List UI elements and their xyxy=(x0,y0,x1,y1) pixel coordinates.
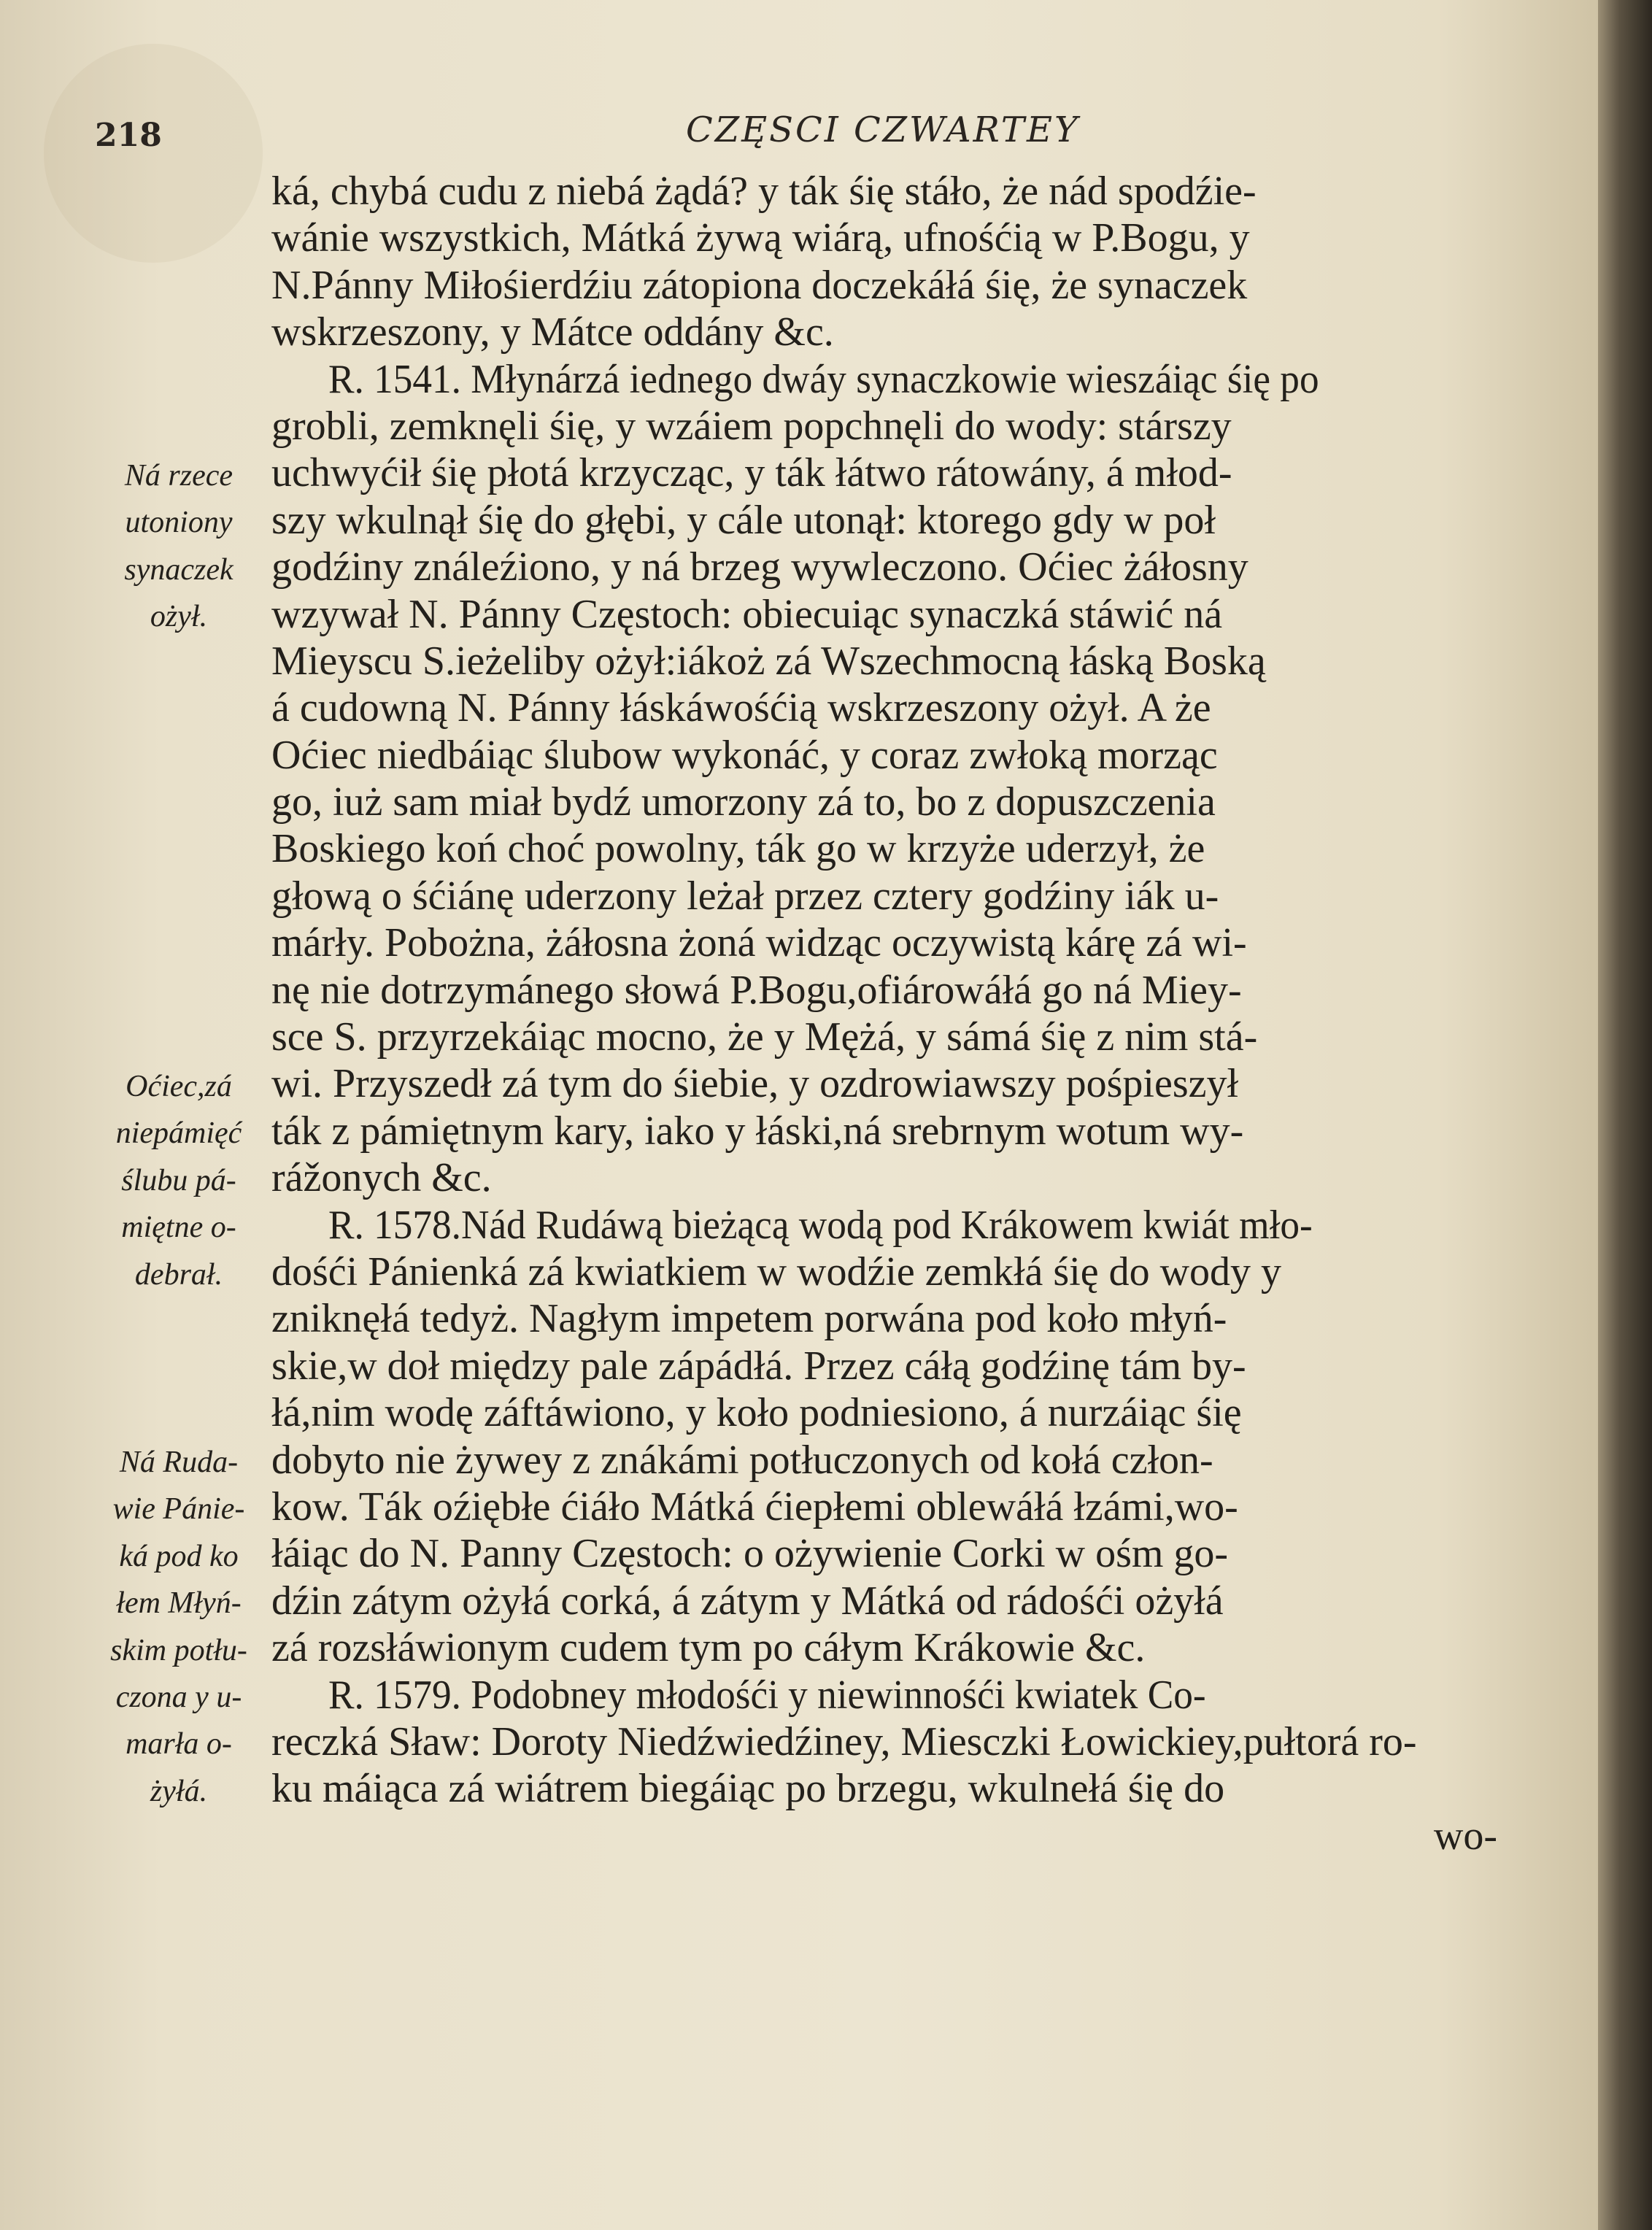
margin-note-line: ożył. xyxy=(150,600,208,634)
text-line: uchwyćił śię płotá krzycząc, y ták łátwo rátowány, á młod- xyxy=(271,450,1232,496)
text-line: Boskiego koń choć powolny, ták go w krzyże uderzył, że xyxy=(271,826,1205,872)
text-line: łáiąc do N. Panny Częstoch: o ożywienie Corki w ośm go- xyxy=(271,1531,1229,1577)
text-line: sce S. przyrzekáiąc mocno, że y Mężá, y sámá śię z nim stá- xyxy=(271,1014,1258,1060)
text-line: szy wkulnął śię do głębi, y cále utonął: ktorego gdy w poł xyxy=(271,497,1216,543)
margin-note-line: marła o- xyxy=(126,1727,232,1762)
paragraph-start-1541: R. 1541. Młynárzá iednego dwáy synaczkowie wieszáiąc śię po xyxy=(328,356,1319,402)
text-line: ká, chybá cudu z niebá żądá? y ták śię stáło, że nád spodźie- xyxy=(271,169,1257,214)
text-line: dośći Pánienká zá kwiatkiem w wodźie zemkłá śię do wody y xyxy=(271,1249,1282,1295)
paragraph-start-1579: R. 1579. Podobney młodośći y niewinnośći kwiatek Co- xyxy=(328,1672,1206,1718)
page-number: 218 xyxy=(95,117,162,154)
text-line: zniknęłá tedyż. Nagłym impetem porwána pod koło młyń- xyxy=(271,1296,1227,1342)
text-line: wskrzeszony, y Mátce oddány &c. xyxy=(271,309,834,355)
text-line: zá rozsłáwionym cudem tym po cáłym Krákowie &c. xyxy=(271,1625,1146,1671)
margin-note-line: utoniony xyxy=(125,506,233,540)
text-line: dźin zátym ożyłá corká, á zátym y Mátká od rádośći ożyłá xyxy=(271,1578,1224,1624)
text-line: skie,w doł między pale zápádłá. Przez cáłą godźinę tám by- xyxy=(271,1343,1246,1389)
margin-note-line: Ná Ruda- xyxy=(119,1446,239,1479)
text-line: márły. Pobożna, żáłosna żoná widząc oczywistą kárę zá wi- xyxy=(271,920,1247,966)
margin-note-line: synaczek xyxy=(124,552,233,587)
text-line: reczká Sław: Doroty Niedźwiedźiney, Miesczki Łowickiey,pułtorá ro- xyxy=(271,1718,1417,1764)
margin-note-line: ślubu pá- xyxy=(121,1163,236,1197)
margin-note-line: łem Młyń- xyxy=(116,1586,242,1621)
text-line: nę nie dotrzymánego słowá P.Bogu,ofiárowáłá go ná Miey- xyxy=(271,967,1242,1013)
margin-note-drowned-son xyxy=(88,452,270,641)
text-line: rážonych &c. xyxy=(271,1155,492,1201)
text-line: Mieyscu S.ieżeliby ożył:iákoż zá Wszechmocną łáską Boską xyxy=(271,638,1266,684)
text-line: N.Pánny Miłośierdźiu zátopiona doczekáłá śię, że synaczek xyxy=(271,262,1248,308)
margin-note-line: debrał. xyxy=(134,1257,223,1292)
text-line: ku máiąca zá wiátrem biegáiąc po brzegu, wkulnełá śię do xyxy=(271,1766,1225,1812)
text-line: łá,nim wodę záftáwiono, y koło podniesiono, á nurzáiąc śię xyxy=(271,1390,1242,1436)
text-line: kow. Ták oźiębłe ćiáło Mátká ćiepłemi oblewáłá łzámi,wo- xyxy=(271,1484,1238,1529)
text-line: go, iuż sam miał bydź umorzony zá to, bo z dopuszczenia xyxy=(271,779,1216,825)
text-line: Oćiec niedbáiąc ślubow wykonáć, y coraz zwłoką morząc xyxy=(271,732,1218,778)
margin-note-line: czona y u- xyxy=(115,1680,242,1714)
margin-note-line: ká pod ko xyxy=(119,1539,239,1573)
main-text-block xyxy=(271,168,1497,1859)
text-line: dobyto nie żywey z znákámi potłuczonych od kołá człon- xyxy=(271,1437,1213,1483)
margin-note-line: Ná rzece xyxy=(124,459,233,493)
margin-note-line: miętne o- xyxy=(121,1211,236,1245)
text-line: wi. Przyszedł zá tym do śiebie, y ozdrowiawszy pośpieszył xyxy=(271,1061,1239,1107)
margin-note-line: Oćiec,zá xyxy=(126,1070,232,1103)
running-head: CZĘSCI CZWARTEY xyxy=(686,109,1080,150)
text-line: ták z pámiętnym kary, iako y łáski,ná srebrnym wotum wy- xyxy=(271,1108,1244,1154)
margin-note-rudawa-maiden xyxy=(88,1439,270,1815)
book-spine-edge xyxy=(1598,0,1652,2230)
text-line: godźiny ználeźiono, y ná brzeg wywleczono. Oćiec żáłosny xyxy=(271,544,1248,590)
text-line: á cudowną N. Pánny łáskáwośćią wskrzeszony ożył. A że xyxy=(271,685,1211,731)
margin-note-line: niepámięć xyxy=(115,1116,242,1151)
catchword: wo- xyxy=(1433,1813,1497,1859)
margin-note-father-vows xyxy=(88,1063,270,1298)
text-line: wzywał N. Pánny Częstoch: obiecuiąc synaczká stáwić ná xyxy=(271,591,1223,637)
text-line: grobli, zemknęli śię, y wzáiem popchnęli do wody: stárszy xyxy=(271,403,1232,449)
margin-note-line: skim potłu- xyxy=(110,1633,247,1667)
margin-note-line: wie Pánie- xyxy=(112,1492,245,1527)
text-line: wánie wszystkich, Mátká żywą wiárą, ufnośćią w P.Bogu, y xyxy=(271,215,1250,261)
paragraph-start-1578: R. 1578.Nád Rudáwą bieżącą wodą pod Krákowem kwiát mło- xyxy=(328,1202,1313,1248)
margin-note-line: żyłá. xyxy=(150,1774,208,1808)
text-line: głową o śćiánę uderzony leżał przez cztery godźiny iák u- xyxy=(271,873,1219,919)
